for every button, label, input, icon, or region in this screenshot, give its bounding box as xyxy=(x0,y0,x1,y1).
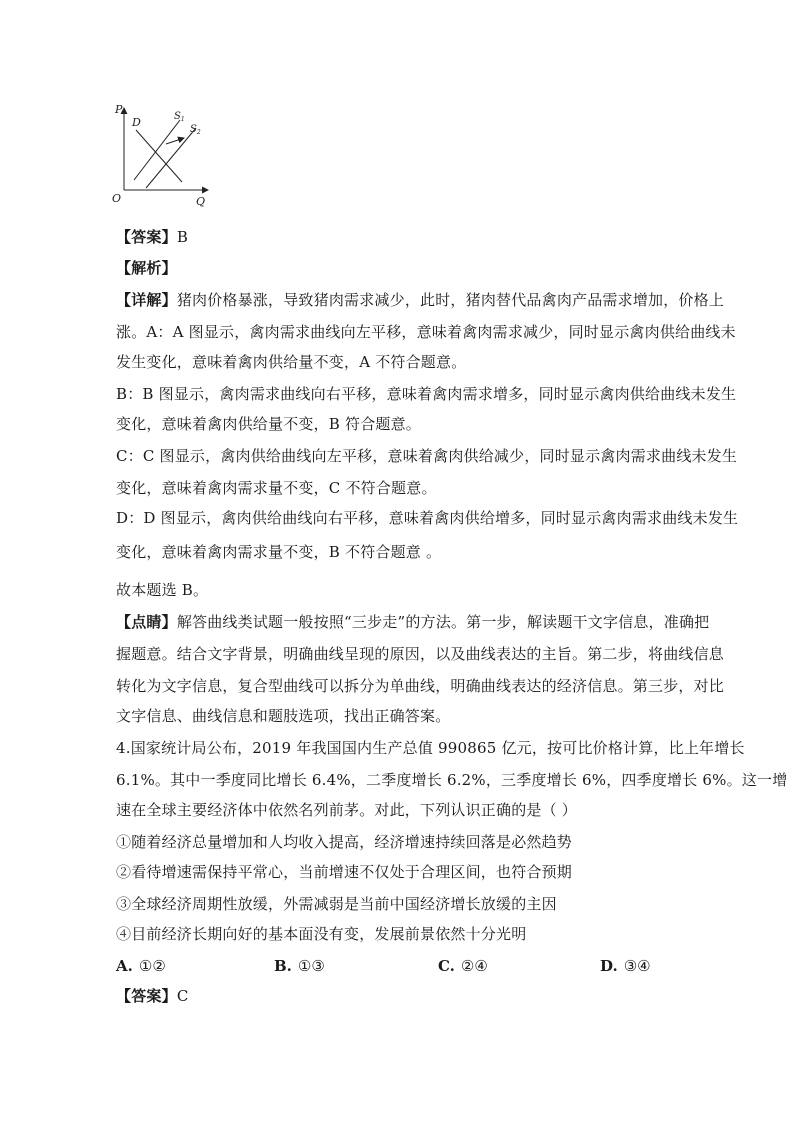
axis-label-p: P xyxy=(115,103,123,116)
tip-line-2: 握题意。结合文字背景，明确曲线呈现的原因，以及曲线表达的主旨。第二步，将曲线信息 xyxy=(116,645,725,663)
origin-label: O xyxy=(112,192,122,205)
supply2-label: $S_2$ xyxy=(190,124,201,136)
detail-line-2: 涨。A：A 图显示，禽肉需求曲线向左平移，意味着禽肉需求减少，同时显示禽肉供给曲线未 xyxy=(116,323,736,341)
detail-line-7: 变化，意味着禽肉需求量不变，C 不符合题意。 xyxy=(116,479,437,497)
answer-value: B xyxy=(176,228,189,246)
answer-line-1 xyxy=(116,227,188,247)
question4-item-1: ①随着经济总量增加和人均收入提高，经济增速持续回落是必然趋势 xyxy=(116,833,573,851)
tip-line-1: 【点睛】解答曲线类试题一般按照“三步走”的方法。第一步，解读题干文字信息，准确把 xyxy=(116,613,710,631)
question4-item-4: ④目前经济长期向好的基本面没有变，发展前景依然十分光明 xyxy=(116,925,527,943)
choice-c: C. ②④ xyxy=(438,957,488,975)
detail-line-3: 发生变化，意味着禽肉供给量不变，A 不符合题意。 xyxy=(116,353,467,371)
detail-line-4: B：B 图显示，禽肉需求曲线向右平移，意味着禽肉需求增多，同时显示禽肉供给曲线未发生 xyxy=(116,385,737,403)
answer-tag-2: 【答案】 xyxy=(116,987,177,1005)
question4-line-2: 6.1%。其中一季度同比增长 6.4%，二季度增长 6.2%，三季度增长 6%，四季度增长 6%。这一增 xyxy=(116,771,788,789)
supply1-label: $S_1$ xyxy=(174,111,185,123)
question4-item-3: ③全球经济周期性放缓，外需减弱是当前中国经济增长放缓的主因 xyxy=(116,895,557,913)
question4-line-3: 速在全球主要经济体中依然名列前茅。对此，下列认识正确的是（ ） xyxy=(116,801,577,819)
detail-line-1: 【详解】猪肉价格暴涨，导致猪肉需求减少，此时，猪肉替代品禽肉产品需求增加，价格上 xyxy=(116,291,725,309)
detail-line-9: 变化，意味着禽肉需求量不变，B 不符合题意 。 xyxy=(116,543,442,561)
answer-line-2 xyxy=(116,986,189,1006)
supply-curve-2 xyxy=(146,128,196,188)
supply-curve-1 xyxy=(134,120,180,180)
answer-tag: 【答案】 xyxy=(116,228,177,246)
choice-d: D. ③④ xyxy=(600,957,651,975)
choice-b: B. ①③ xyxy=(274,957,325,975)
demand-label: D xyxy=(132,116,141,129)
detail-line-5: 变化，意味着禽肉供给量不变，B 符合题意。 xyxy=(116,415,421,433)
analysis-heading: 【解析】 xyxy=(116,259,177,277)
demand-curve xyxy=(136,130,182,182)
tip-line-3: 转化为文字信息，复合型曲线可以拆分为单曲线，明确曲线表达的经济信息。第三步，对比 xyxy=(116,677,725,695)
detail-line-6: C：C 图显示，禽肉供给曲线向左平移，意味着禽肉供给减少，同时显示禽肉需求曲线未发生 xyxy=(116,447,738,465)
answer-value-2: C xyxy=(176,987,189,1005)
supply-demand-diagram xyxy=(108,98,218,210)
choice-a: A. ①② xyxy=(116,957,166,975)
tip-tag: 【点睛】 xyxy=(116,613,177,631)
detail-tag: 【详解】 xyxy=(116,291,177,309)
diagram-svg xyxy=(108,98,218,210)
shift-arrow xyxy=(166,138,184,144)
detail-line-10: 故本题选 B。 xyxy=(116,581,209,599)
question4-line-1: 4.国家统计局公布，2019 年我国国内生产总值 990865 亿元，按可比价格计算，比上年增长 xyxy=(116,739,745,757)
detail-line-8: D：D 图显示，禽肉供给曲线向右平移，意味着禽肉供给增多，同时显示禽肉需求曲线未发生 xyxy=(116,509,739,527)
question4-item-2: ②看待增速需保持平常心，当前增速不仅处于合理区间，也符合预期 xyxy=(116,863,573,881)
tip-line-4: 文字信息、曲线信息和题肢选项，找出正确答案。 xyxy=(116,707,451,725)
axis-label-q: Q xyxy=(196,195,206,208)
